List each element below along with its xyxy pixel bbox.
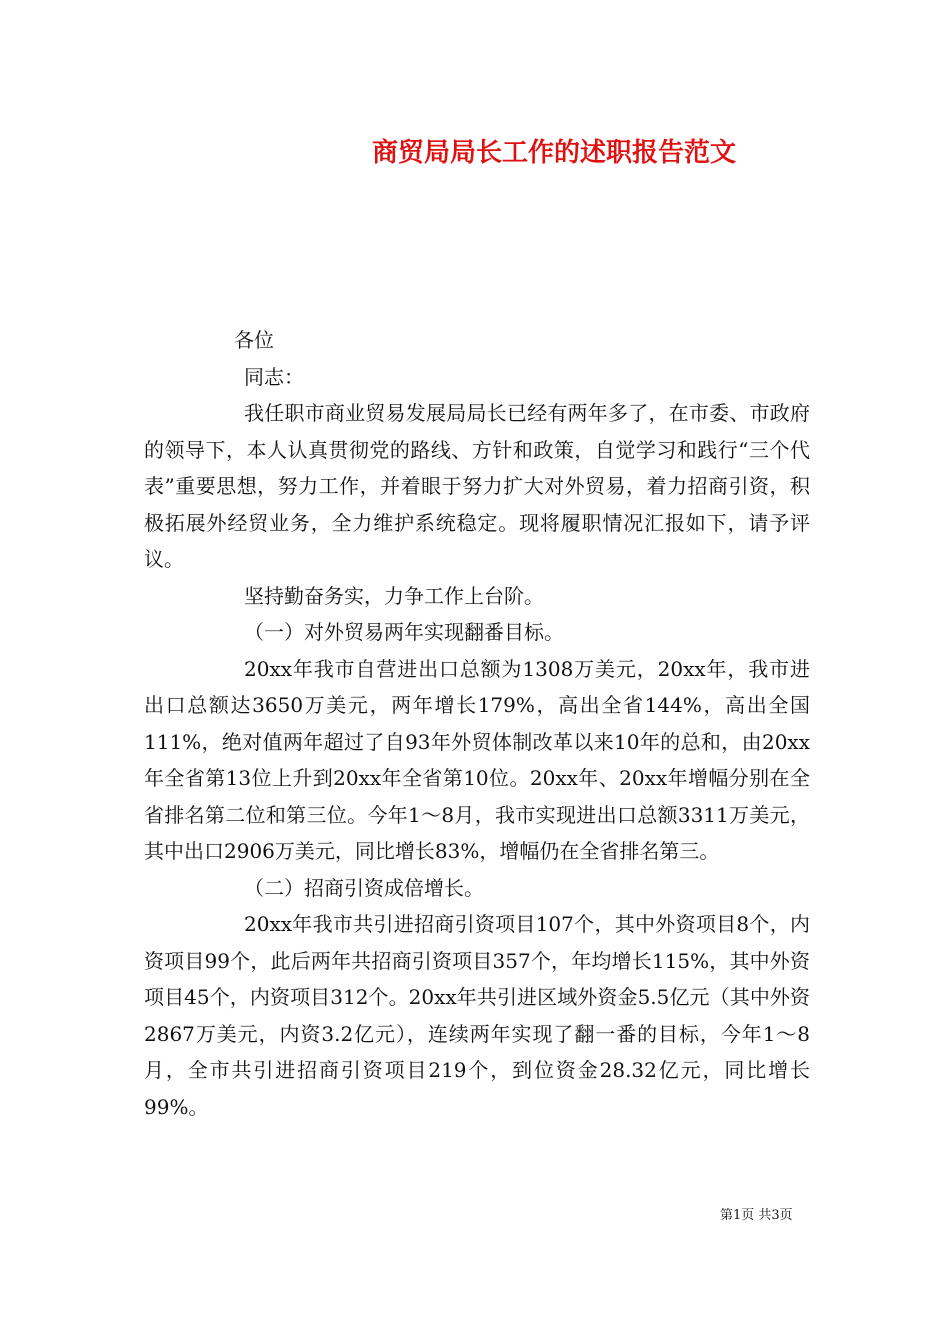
paragraph-trade: 20xx年我市自营进出口总额为1308万美元，20xx年，我市进出口总额达3650万美元，两年增长179%，高出全省144%，高出全国111%，绝对值两年超过了自93年外贸体制改革以来10年的总和，由20xx年全省第13位上升到20xx年全省第10位。20xx年、20xx年增幅分别在全省排名第二位和第三位。今年1～8月，我市实现进出口总额3311万美元，其中出口2906万美元，同比增长83%，增幅仍在全省排名第三。 xyxy=(144,656,810,863)
paragraph-heading: 坚持勤奋务实，力争工作上台阶。 xyxy=(244,583,544,608)
page-footer: 第1页 共3页 xyxy=(720,1208,793,1223)
greeting-line-2: 同志： xyxy=(244,364,304,389)
paragraph-investment: 20xx年我市共引进招商引资项目107个，其中外资项目8个，内资项目99个，此后两年共招商引资项目357个，年均增长115%，其中外资项目45个，内资项目312个。20xx年共引进区域外资金5.5亿元（其中外资2867万美元，内资3.2亿元），连续两年实现了翻一番的目标，今年1～8月，全市共引进招商引资项目219个，到位资金28.32亿元，同比增长99%。 xyxy=(144,912,810,1119)
greeting-line-1: 各位 xyxy=(234,328,274,352)
section-heading-trade: （一）对外贸易两年实现翻番目标。 xyxy=(244,620,564,644)
section-heading-investment: （二）招商引资成倍增长。 xyxy=(244,875,484,900)
document-title: 商贸局局长工作的述职报告范文 xyxy=(372,138,737,168)
document-body xyxy=(144,322,810,1125)
paragraph-intro: 我任职市商业贸易发展局局长已经有两年多了，在市委、市政府的领导下，本人认真贯彻党的路线、方针和政策，自觉学习和践行“三个代表”重要思想，努力工作，并着眼于努力扩大对外贸易，着力招商引资，积极拓展外经贸业务，全力维护系统稳定。现将履职情况汇报如下，请予评议。 xyxy=(144,401,810,571)
